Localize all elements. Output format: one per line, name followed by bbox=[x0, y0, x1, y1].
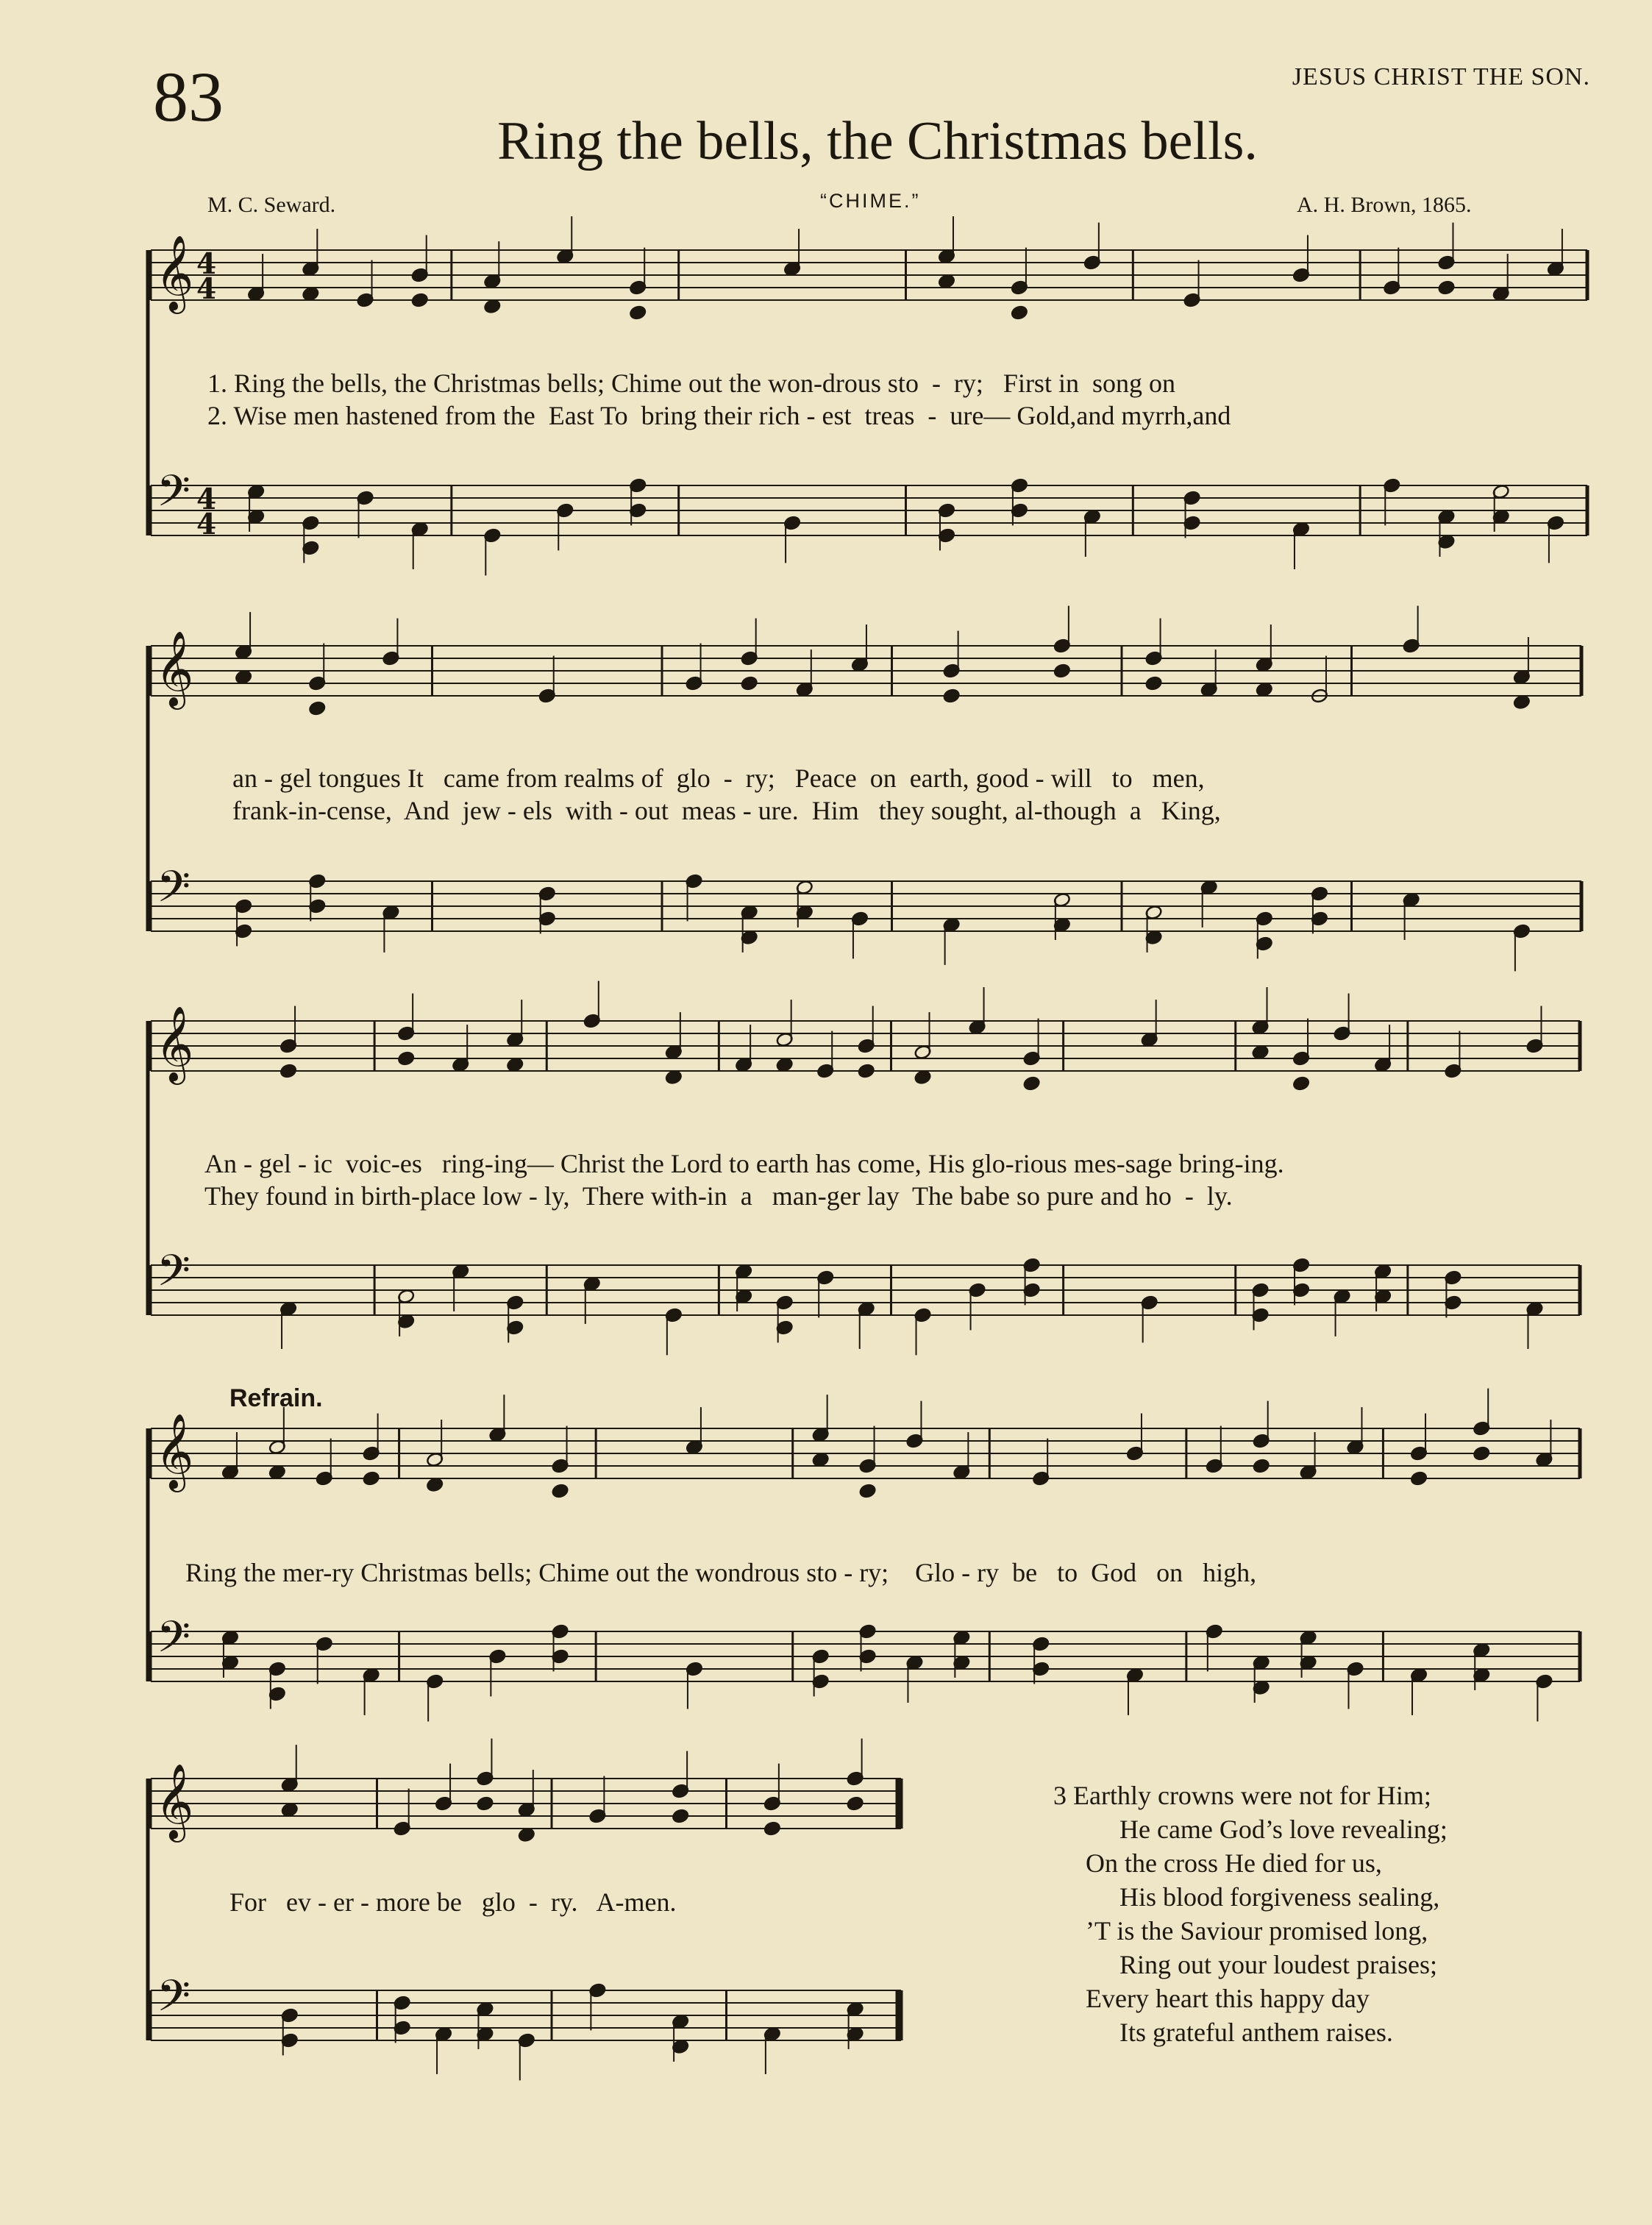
note-head bbox=[506, 1057, 524, 1072]
note-head bbox=[1145, 676, 1163, 691]
verse-3-line: On the cross He died for us, bbox=[1086, 1848, 1382, 1878]
verse-3-line: Ring out your loudest praises; bbox=[1119, 1950, 1437, 1979]
note-head bbox=[363, 1471, 380, 1487]
note-head bbox=[629, 305, 647, 321]
verse-3-line: His blood forgiveness sealing, bbox=[1119, 1882, 1440, 1912]
time-signature: 4 bbox=[196, 247, 217, 281]
note-head bbox=[938, 274, 955, 289]
lyric-line-s3-v1: An - gel - ic voic-es ring-ing— Christ the Lord to earth has come, His glo-rious mes-sage bring-ing. bbox=[204, 1149, 1284, 1178]
note-head bbox=[665, 1069, 683, 1085]
note-head bbox=[1513, 694, 1531, 710]
hymn-title: Ring the bells, the Christmas bells. bbox=[497, 111, 1258, 171]
verse-3-line: 3 Earthly crowns were not for Him; bbox=[1053, 1781, 1431, 1810]
note-head bbox=[411, 293, 429, 308]
note-head bbox=[859, 1484, 877, 1499]
note-head bbox=[763, 1821, 781, 1837]
verse-3-line: ’T is the Saviour promised long, bbox=[1086, 1916, 1428, 1945]
lyric-line-s1-v2: 2. Wise men hastened from the East To bring their rich - est treas - ure— Gold,and myrrh,and bbox=[207, 401, 1231, 430]
note-head bbox=[914, 1069, 932, 1085]
treble-clef: 𝄞 bbox=[155, 1763, 194, 1840]
category-heading: JESUS CHRIST THE SON. bbox=[1292, 63, 1590, 90]
note-head bbox=[1023, 1076, 1041, 1092]
lyric-line-s2-v2: frank-in-cense, And jew - els with - out meas - ure. Him they sought, al-though a King, bbox=[232, 796, 1221, 825]
treble-clef: 𝄞 bbox=[155, 1413, 194, 1489]
note-head bbox=[1011, 305, 1028, 321]
note-head bbox=[397, 1051, 415, 1067]
note-head bbox=[943, 688, 961, 704]
treble-clef: 𝄞 bbox=[155, 235, 194, 311]
bass-clef: 𝄢 bbox=[157, 1612, 191, 1673]
note-head bbox=[847, 1796, 864, 1812]
note-head bbox=[1473, 1446, 1490, 1462]
treble-clef: 𝄞 bbox=[155, 630, 194, 707]
lyric-line-s1-v1: 1. Ring the bells, the Christmas bells; Chime out the won-drous sto - ry; First in song on bbox=[207, 369, 1175, 398]
note-head bbox=[302, 286, 319, 302]
verse-3 bbox=[1053, 1779, 1448, 2049]
verse-3-line: He came God’s love revealing; bbox=[1119, 1815, 1448, 1844]
note-head bbox=[741, 676, 758, 691]
author-credit: M. C. Seward. bbox=[207, 193, 336, 217]
note-head bbox=[235, 669, 252, 685]
note-head bbox=[476, 1796, 494, 1812]
note-head bbox=[426, 1477, 444, 1492]
time-signature: 4 bbox=[196, 483, 217, 516]
treble-clef: 𝄞 bbox=[155, 1005, 194, 1082]
note-head bbox=[672, 1809, 689, 1824]
note-head bbox=[858, 1064, 875, 1079]
lyric-line-refrain: Ring the mer-ry Christmas bells; Chime out the wondrous sto - ry; Glo - ry be to God on high, bbox=[185, 1558, 1257, 1587]
hymn-number: 83 bbox=[153, 57, 224, 136]
time-signature: 4 bbox=[196, 272, 217, 306]
note-head bbox=[281, 1802, 299, 1818]
lyric-line-s3-v2: They found in birth-place low - ly, There with-in a man-ger lay The babe so pure and ho - ly. bbox=[204, 1181, 1233, 1211]
verse-3-line: Every heart this happy day bbox=[1086, 1984, 1370, 2013]
note-head bbox=[1253, 1459, 1270, 1474]
note-head bbox=[1292, 1076, 1310, 1092]
composer-credit: A. H. Brown, 1865. bbox=[1297, 193, 1472, 217]
bass-clef: 𝄢 bbox=[157, 1245, 191, 1307]
bass-clef: 𝄢 bbox=[157, 1971, 191, 2032]
note-head bbox=[1410, 1471, 1428, 1487]
bass-clef: 𝄢 bbox=[157, 861, 191, 923]
note-head bbox=[1438, 280, 1456, 296]
note-head bbox=[268, 1464, 286, 1480]
note-head bbox=[483, 299, 501, 314]
note-head bbox=[1256, 682, 1273, 697]
note-head bbox=[1053, 663, 1071, 679]
lyric-line-final: For ev - er - more be glo - ry. A-men. bbox=[229, 1887, 677, 1917]
bass-clef: 𝄢 bbox=[157, 466, 191, 527]
time-signature: 4 bbox=[196, 508, 217, 541]
note-head bbox=[308, 701, 326, 716]
note-head bbox=[518, 1827, 535, 1843]
refrain-label: Refrain. bbox=[229, 1384, 323, 1412]
note-head bbox=[552, 1484, 569, 1499]
tune-name: “CHIME.” bbox=[820, 190, 921, 212]
verse-3-line: Its grateful anthem raises. bbox=[1119, 2018, 1393, 2047]
note-head bbox=[1252, 1044, 1270, 1060]
note-head bbox=[812, 1452, 830, 1467]
note-head bbox=[776, 1057, 794, 1072]
note-head bbox=[280, 1064, 297, 1079]
lyric-line-s2-v1: an - gel tongues It came from realms of glo - ry; Peace on earth, good - will to men, bbox=[232, 763, 1205, 793]
